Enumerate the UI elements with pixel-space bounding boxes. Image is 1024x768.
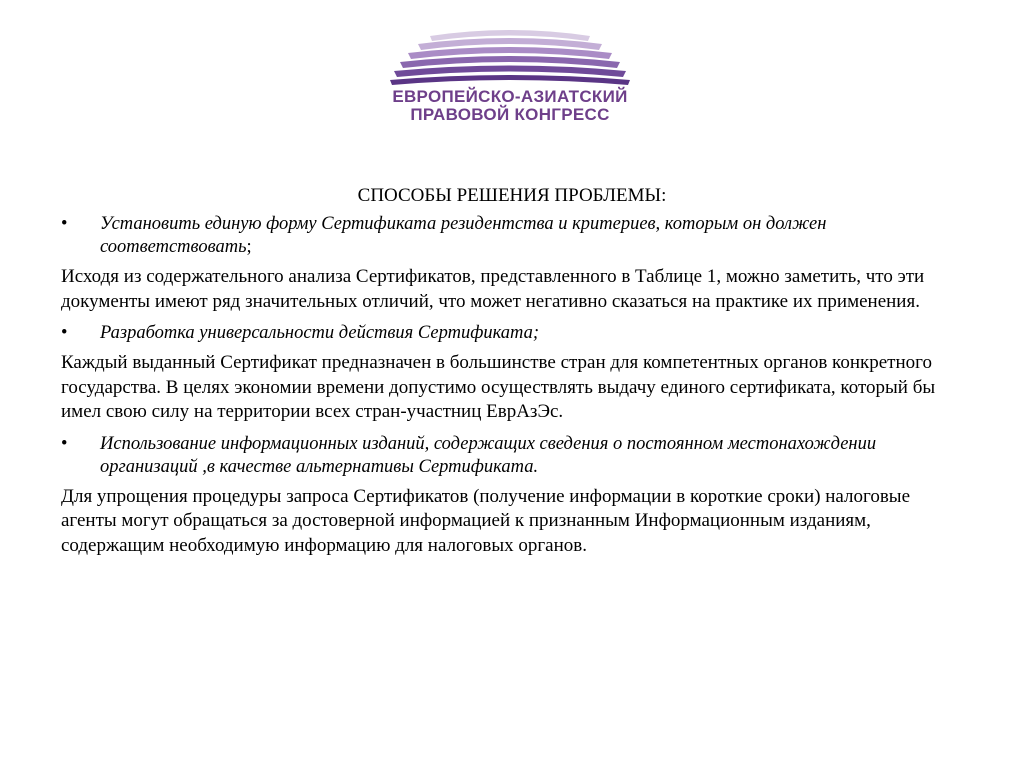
logo-text-line1: ЕВРОПЕЙСКО-АЗИАТСКИЙ <box>392 87 628 106</box>
paragraph-1: Исходя из содержательного анализа Сертификатов, представленного в Таблице 1, можно заметить, что эти документы имеют ряд значительных отличий, что может негативно сказаться на практике их применения. <box>61 266 925 312</box>
paragraph-3: Для упрощения процедуры запроса Сертификатов (получение информации в короткие сроки) налоговые агенты могут обращаться за достоверной информацией к признанным Информационным изданиям, содержащим необходимую информацию для налоговых органов. <box>61 485 911 556</box>
bullet-icon: • <box>61 323 68 343</box>
bullet-text: Использование информационных изданий, содержащих сведения о постоянном местонахождении организаций ,в качестве альтернативы Сертификата. <box>100 433 877 477</box>
bullet-item-1 <box>61 213 941 259</box>
heading-text: СПОСОБЫ РЕШЕНИЯ ПРОБЛЕМЫ <box>357 185 662 206</box>
congress-logo <box>360 28 660 128</box>
heading-colon: : <box>661 185 667 206</box>
logo-text-line2: ПРАВОВОЙ КОНГРЕСС <box>410 105 610 124</box>
document-body <box>61 213 941 566</box>
bullet-icon: • <box>61 214 68 234</box>
bullet-item-2 <box>61 322 941 345</box>
bullet-text: Установить единую форму Сертификата резидентства и критериев, которым он должен соответствовать <box>100 214 827 257</box>
bullet-item-3 <box>61 433 941 479</box>
bullet-suffix: ; <box>246 237 252 257</box>
section-heading <box>0 185 1024 207</box>
bullet-text: Разработка универсальности действия Сертификата; <box>100 323 540 343</box>
paragraph-2: Каждый выданный Сертификат предназначен в большинстве стран для компетентных органов конкретного государства. В целях экономии времени допустимо осуществлять выдачу единого сертификата, который бы имел свою силу на территории всех стран-участниц ЕврАзЭс. <box>61 352 936 422</box>
logo-arches-icon <box>360 28 660 90</box>
bullet-icon: • <box>61 433 68 454</box>
